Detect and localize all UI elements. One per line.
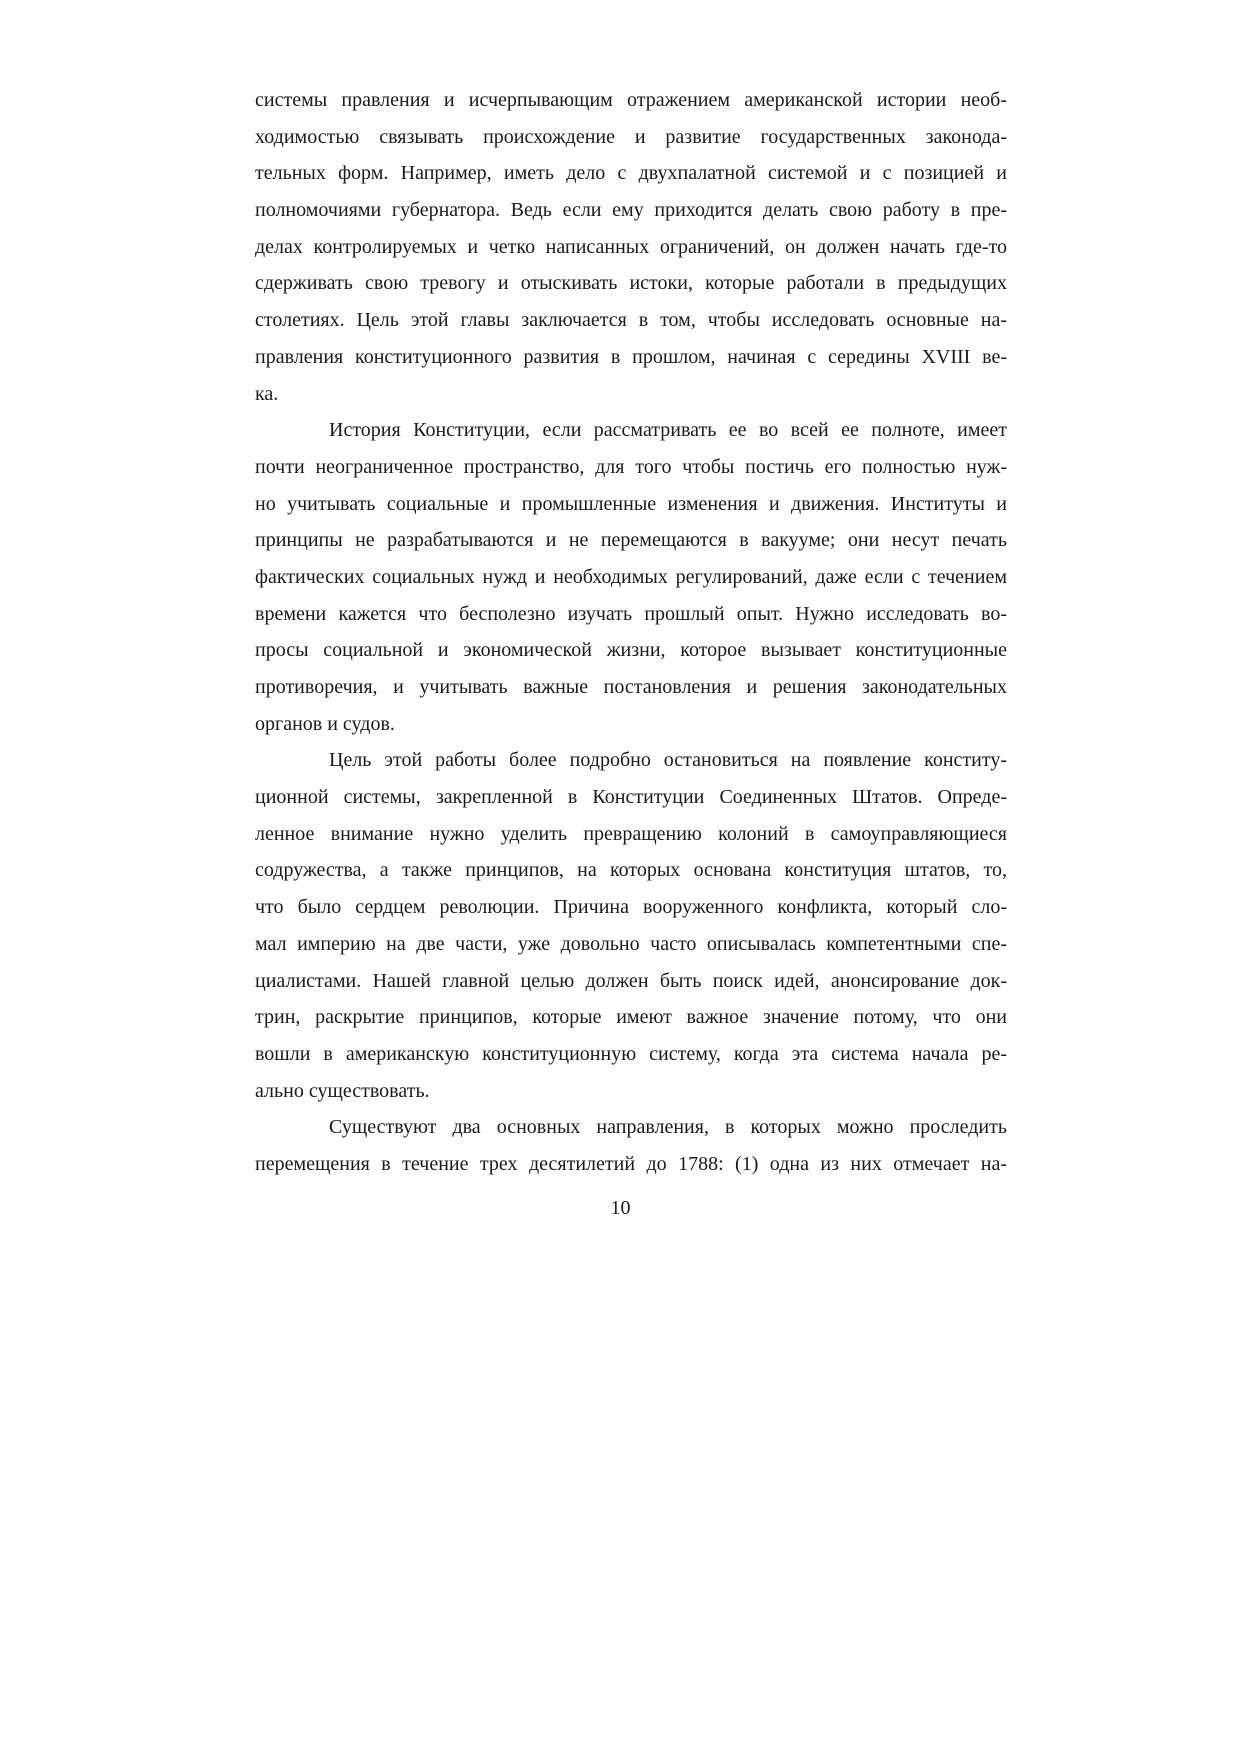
text-line: вошли в американскую конституционную систему, когда эта система начала ре-	[255, 1042, 1007, 1065]
page-number: 10	[610, 1197, 631, 1219]
text-line: системы правления и исчерпывающим отражением американской истории необ-	[255, 89, 1007, 111]
text-line: ально существовать.	[255, 1079, 430, 1102]
text-line: ционной системы, закрепленной в Конституции Соединенных Штатов. Опреде-	[255, 786, 1007, 809]
text-line: История Конституции, если рассматривать ее во всей ее полноте, имеет	[329, 419, 1007, 442]
text-line: времени кажется что бесполезно изучать прошлый опыт. Нужно исследовать во-	[255, 602, 1007, 625]
text-line: тельных форм. Например, иметь дело с двухпалатной системой и с позицией и	[255, 162, 1007, 185]
body-text	[255, 82, 1007, 1183]
text-line: перемещения в течение трех десятилетий до 1788: (1) одна из них отмечает на-	[255, 1152, 1007, 1175]
text-line: сдерживать свою тревогу и отыскивать истоки, которые работали в предыдущих	[255, 272, 1007, 295]
text-line: что было сердцем революции. Причина вооруженного конфликта, который сло-	[255, 896, 1007, 919]
text-line: просы социальной и экономической жизни, которое вызывает конституционные	[255, 639, 1007, 662]
text-line: фактических социальных нужд и необходимых регулирований, даже если с течением	[255, 565, 1007, 588]
text-line: принципы не разрабатываются и не перемещаются в вакууме; они несут печать	[255, 529, 1007, 552]
text-line: содружества, а также принципов, на которых основана конституция штатов, то,	[255, 859, 1007, 882]
text-line: противоречия, и учитывать важные постановления и решения законодательных	[255, 676, 1007, 698]
text-line: Существуют два основных направления, в которых можно проследить	[329, 1116, 1007, 1139]
text-line: Цель этой работы более подробно остановиться на появление конститу-	[329, 749, 1007, 772]
text-line: полномочиями губернатора. Ведь если ему приходится делать свою работу в пре-	[255, 199, 1007, 222]
text-line: органов и судов.	[255, 712, 395, 735]
text-line: ходимостью связывать происхождение и развитие государственных законода-	[255, 125, 1007, 148]
text-line: почти неограниченное пространство, для того чтобы постичь его полностью нуж-	[255, 455, 1007, 478]
text-line: циалистами. Нашей главной целью должен быть поиск идей, анонсирование док-	[255, 969, 1007, 992]
text-line: ка.	[255, 382, 279, 405]
text-line: столетиях. Цель этой главы заключается в том, чтобы исследовать основные на-	[255, 309, 1007, 332]
text-line: мал империю на две части, уже довольно часто описывалась компетентными спе-	[255, 932, 1007, 955]
text-line: но учитывать социальные и промышленные изменения и движения. Институты и	[255, 492, 1007, 515]
text-line: ленное внимание нужно уделить превращению колоний в самоуправляющиеся	[255, 822, 1007, 845]
text-line: трин, раскрытие принципов, которые имеют важное значение потому, что они	[255, 1006, 1007, 1029]
text-line: делах контролируемых и четко написанных ограничений, он должен начать где-то	[255, 235, 1007, 258]
text-line: правления конституционного развития в прошлом, начиная с середины XVIII ве-	[255, 345, 1007, 368]
